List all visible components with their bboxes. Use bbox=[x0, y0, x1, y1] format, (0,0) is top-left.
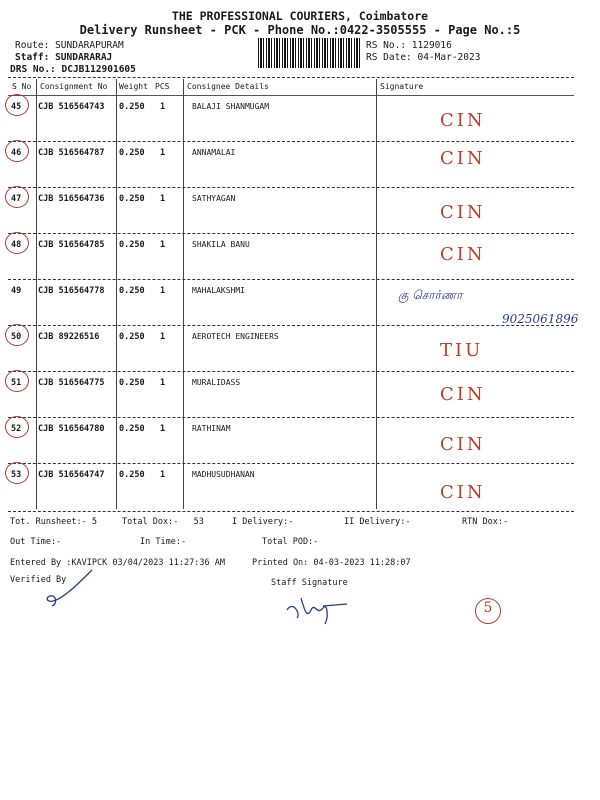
row-consignment: CJB 516564785 bbox=[38, 240, 105, 250]
row-weight: 0.250 bbox=[119, 332, 145, 342]
handwritten-signature: CIN bbox=[440, 384, 486, 405]
verified-by-label: Verified By bbox=[10, 575, 67, 585]
row-sno: 52 bbox=[11, 424, 22, 434]
drs-value: DCJB112901605 bbox=[61, 64, 136, 75]
table-row bbox=[0, 470, 600, 516]
row-divider bbox=[8, 325, 574, 326]
row-consignee: MURALIDASS bbox=[192, 378, 241, 387]
entered-by: Entered By :KAVIPCK 03/04/2023 11:27:36 AM bbox=[10, 558, 225, 568]
row-sno: 53 bbox=[11, 470, 22, 480]
table-bottom-rule bbox=[8, 511, 574, 512]
handwritten-signature: CIN bbox=[440, 202, 486, 223]
row-weight: 0.250 bbox=[119, 424, 145, 434]
ii-delivery: II Delivery:- bbox=[344, 517, 411, 527]
rs-no-value: 1129016 bbox=[411, 40, 452, 51]
row-divider bbox=[8, 233, 574, 234]
tot-runsheet: Tot. Runsheet:- 5 bbox=[10, 517, 97, 527]
table-top-rule bbox=[8, 77, 574, 78]
row-divider bbox=[8, 417, 574, 418]
row-consignment: CJB 516564743 bbox=[38, 102, 105, 112]
route-line bbox=[15, 40, 124, 51]
rs-date-value: 04-Mar-2023 bbox=[417, 52, 481, 63]
table-header-rule bbox=[8, 95, 574, 96]
row-consignment: CJB 516564780 bbox=[38, 424, 105, 434]
row-divider bbox=[8, 141, 574, 142]
row-consignee: MAHALAKSHMI bbox=[192, 286, 245, 295]
col-header-consignment: Consignment No bbox=[40, 82, 108, 91]
handwritten-signature: CIN bbox=[440, 482, 486, 503]
handwritten-signature: கு சொர்ணா bbox=[398, 288, 463, 302]
row-pcs: 1 bbox=[160, 102, 166, 112]
row-consignee: MADHUSUDHANAN bbox=[192, 470, 255, 479]
row-pcs: 1 bbox=[160, 194, 166, 204]
i-delivery: I Delivery:- bbox=[232, 517, 294, 527]
route-label: Route: bbox=[15, 40, 50, 51]
staff-line bbox=[15, 52, 112, 63]
row-consignee: AEROTECH ENGINEERS bbox=[192, 332, 279, 341]
verified-signature-mark bbox=[40, 568, 100, 610]
handwritten-signature: CIN bbox=[440, 110, 486, 131]
row-divider bbox=[8, 279, 574, 280]
row-weight: 0.250 bbox=[119, 194, 145, 204]
row-consignment: CJB 516564778 bbox=[38, 286, 105, 296]
row-sno: 46 bbox=[11, 148, 22, 158]
row-consignee: SATHYAGAN bbox=[192, 194, 236, 203]
row-consignee: SHAKILA BANU bbox=[192, 240, 250, 249]
rs-no-line bbox=[366, 40, 452, 51]
col-header-pcs: PCS bbox=[155, 82, 170, 91]
col-header-weight: Weight bbox=[119, 82, 148, 91]
handwritten-signature: CIN bbox=[440, 244, 486, 265]
route-value: SUNDARAPURAM bbox=[55, 40, 124, 51]
row-consignment: CJB 516564775 bbox=[38, 378, 105, 388]
rs-date-line bbox=[366, 52, 480, 63]
col-header-signature: Signature bbox=[380, 82, 424, 91]
row-pcs: 1 bbox=[160, 332, 166, 342]
rs-date-label: RS Date: bbox=[366, 52, 412, 63]
row-weight: 0.250 bbox=[119, 470, 145, 480]
row-weight: 0.250 bbox=[119, 286, 145, 296]
row-sno: 49 bbox=[11, 286, 22, 296]
row-consignment: CJB 516564787 bbox=[38, 148, 105, 158]
row-pcs: 1 bbox=[160, 424, 166, 434]
row-pcs: 1 bbox=[160, 378, 166, 388]
row-consignment: CJB 89226516 bbox=[38, 332, 100, 342]
row-sno: 45 bbox=[11, 102, 22, 112]
row-pcs: 1 bbox=[160, 240, 166, 250]
row-weight: 0.250 bbox=[119, 240, 145, 250]
row-weight: 0.250 bbox=[119, 102, 145, 112]
row-pcs: 1 bbox=[160, 148, 166, 158]
row-consignment: CJB 516564736 bbox=[38, 194, 105, 204]
staff-value: SUNDARARAJ bbox=[55, 52, 113, 63]
row-pcs: 1 bbox=[160, 286, 166, 296]
drs-label: DRS No.: bbox=[10, 64, 56, 75]
row-consignee: ANNAMALAI bbox=[192, 148, 236, 157]
handwritten-phone: 9025061896 bbox=[502, 312, 579, 326]
handwritten-signature: CIN bbox=[440, 434, 486, 455]
printed-on: Printed On: 04-03-2023 11:28:07 bbox=[252, 558, 411, 568]
row-weight: 0.250 bbox=[119, 148, 145, 158]
handwritten-signature: TIU bbox=[440, 340, 484, 361]
col-header-sno: S No bbox=[12, 82, 32, 91]
row-weight: 0.250 bbox=[119, 378, 145, 388]
total-dox: Total Dox:- 53 bbox=[122, 517, 204, 527]
row-sno: 48 bbox=[11, 240, 22, 250]
drs-line bbox=[10, 64, 136, 75]
row-sno: 47 bbox=[11, 194, 22, 204]
out-time: Out Time:- bbox=[10, 537, 62, 547]
total-pod: Total POD:- bbox=[262, 537, 319, 547]
row-sno: 50 bbox=[11, 332, 22, 342]
company-title: THE PROFESSIONAL COURIERS, Coimbatore bbox=[171, 9, 429, 23]
runsheet-subtitle: Delivery Runsheet - PCK - Phone No.:0422-3505555 - Page No.:5 bbox=[79, 23, 521, 37]
handwritten-signature: CIN bbox=[440, 148, 486, 169]
staff-signature-mark bbox=[283, 590, 353, 630]
page-number-mark: 5 bbox=[483, 600, 493, 616]
barcode bbox=[258, 38, 360, 68]
row-consignee: BALAJI SHANMUGAM bbox=[192, 102, 270, 111]
row-pcs: 1 bbox=[160, 470, 166, 480]
row-sno: 51 bbox=[11, 378, 22, 388]
staff-signature-label: Staff Signature bbox=[271, 578, 348, 588]
row-consignment: CJB 516564747 bbox=[38, 470, 105, 480]
rs-no-label: RS No.: bbox=[366, 40, 407, 51]
in-time: In Time:- bbox=[140, 537, 187, 547]
row-divider bbox=[8, 371, 574, 372]
staff-label: Staff: bbox=[15, 52, 50, 63]
row-divider bbox=[8, 463, 574, 464]
rtn-dox: RTN Dox:- bbox=[462, 517, 509, 527]
row-divider bbox=[8, 187, 574, 188]
col-header-consignee: Consignee Details bbox=[187, 82, 269, 91]
row-consignee: RATHINAM bbox=[192, 424, 231, 433]
